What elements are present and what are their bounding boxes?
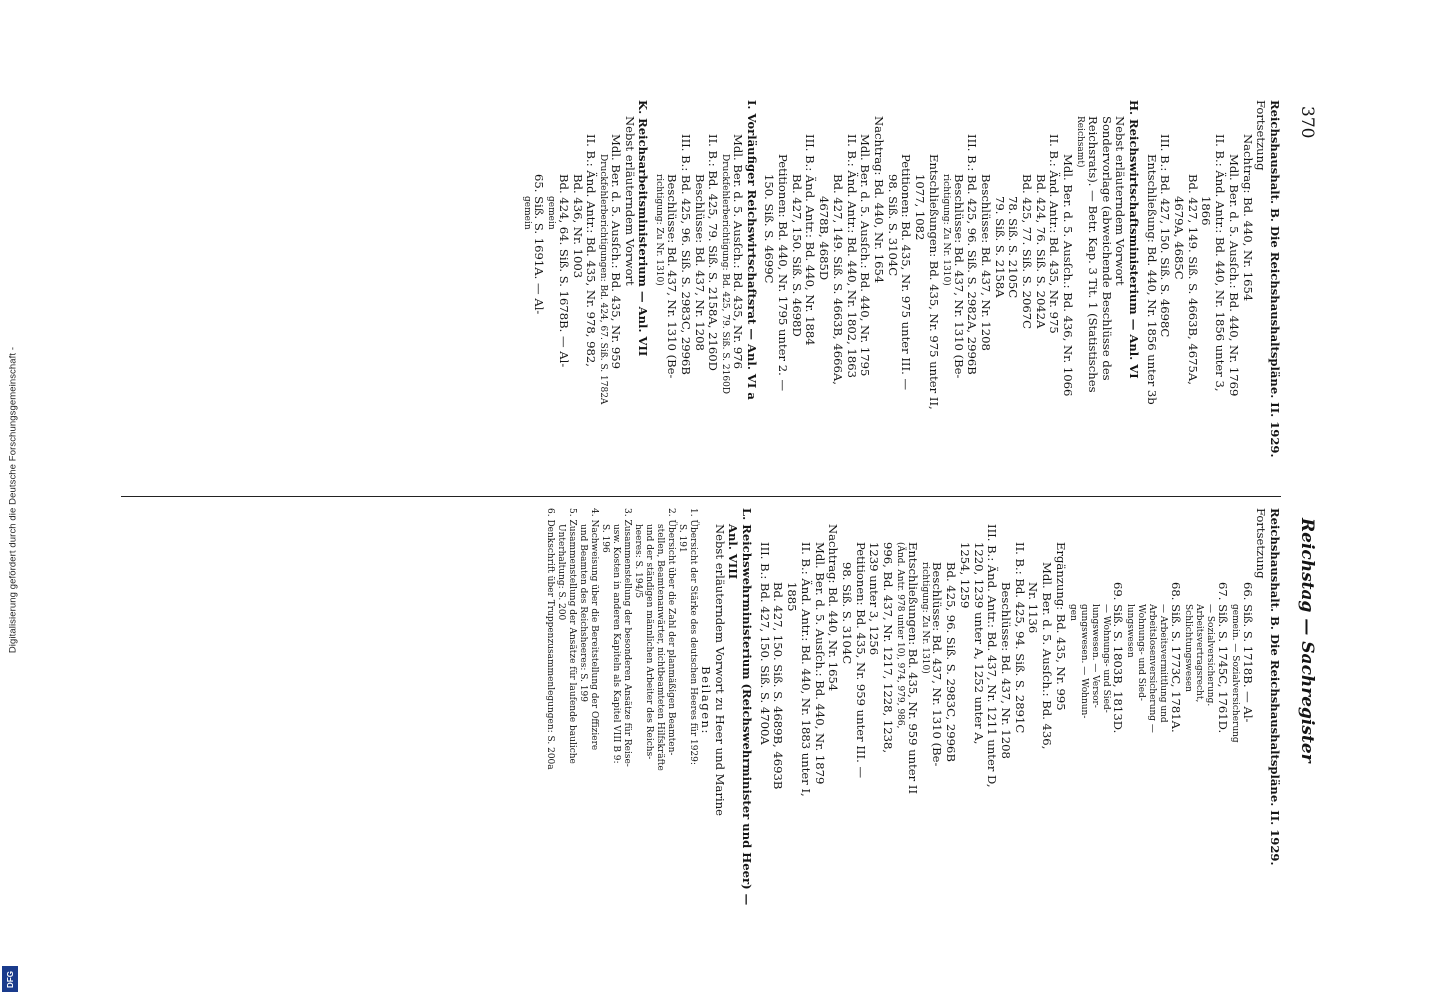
index-line: Beschlüsse: Bd. 437, Nr. 1208: [998, 582, 1013, 759]
index-line: Bd. 436, Nr. 1003: [570, 174, 585, 279]
index-line: 4678B, 4685D: [817, 196, 832, 281]
index-line: Bd. 425, 77. Siß. S. 2067C: [1020, 174, 1035, 329]
index-line: Beschlüsse: Bd. 437, Nr. 1310 (Be-: [665, 174, 680, 379]
index-line: Druckfehlerberichtigungen: Bd. 424, 67. Siß. S. 1782A: [598, 154, 609, 405]
index-line: Reichshaushalt. B. Die Reichshaushaltspläne. II. 1929.: [1268, 100, 1282, 458]
index-line: I. Vorläufiger Reichswirtschaftsrat — Anl. VI a: [744, 100, 759, 400]
index-line: Arbeitslosenversicherung —: [1147, 604, 1158, 733]
index-line: 1254, 1259: [957, 542, 972, 609]
index-line: II. B.: Bd. 425, 79. Siß. S. 2158A, 2160D: [706, 134, 721, 371]
index-line: Petitionen: Bd. 435, Nr. 975 unter III. —: [899, 154, 914, 391]
index-line: Nachtrag: Bd. 440, Nr. 1654: [1240, 134, 1255, 302]
index-line: II. B.: Änd. Antr.: Bd. 435, Nr. 975: [1047, 134, 1062, 334]
index-line: III. B.: Bd. 425, 96. Siß. S. 2982A, 2996B: [965, 134, 980, 375]
index-line: Mdl. Ber. d. 5. Ausſch.: Bd. 436,: [1040, 562, 1055, 750]
index-line: Mdl. Ber. d. 5. Ausſch.: Bd. 435, Nr. 976: [730, 134, 745, 369]
index-line: 65. Siß. S. 1691A. — Al-: [532, 174, 547, 315]
index-line: Sondervorlage (abweichende Beschlüsse des: [1099, 116, 1114, 381]
index-line: richtigung: Zu Nr. 1310): [919, 562, 930, 674]
index-line: L. Reichswehrministerium (Reichswehrminister und Heer) —: [740, 508, 755, 906]
index-line: 4679A, 4685C: [1172, 196, 1187, 280]
index-line: Bd. 427, 149. Siß. S. 4663B, 4666A,: [830, 174, 845, 385]
page-number: 370: [1297, 106, 1317, 139]
index-line: 98. Siß. S. 3104C: [885, 174, 900, 277]
index-line: Nachtrag: Bd. 440, Nr. 1654: [826, 524, 841, 692]
index-line: Beschlüsse: Bd. 437, Nr. 1208: [978, 174, 993, 351]
index-line: gemein: [546, 196, 557, 230]
index-line: III. B.: Änd. Antr.: Bd. 440, Nr. 1884: [803, 134, 818, 346]
index-line: gemein: [521, 196, 532, 230]
index-line: Entschließung: Bd. 440, Nr. 1856 unter 3b: [1144, 154, 1159, 405]
index-line: III. B.: Bd. 427, 150. Siß. S. 4700A: [757, 542, 772, 745]
index-line: 69. Siß. S. 1803B, 1813D.: [1111, 582, 1126, 734]
index-line: K. Reichsarbeitsministerium — Anl. VII: [636, 100, 651, 357]
column-divider: [121, 496, 1281, 497]
index-line: — Wohnungs- und Sied-: [1100, 604, 1111, 713]
index-line: Ergänzung: Bd. 435, Nr. 995: [1053, 542, 1068, 711]
index-line: und der ständigen männlichen Arbeiter des Reichs-: [644, 524, 655, 760]
index-line: S. 191: [677, 524, 688, 553]
index-line: Mdl. Ber. d. 5. Ausſch.: Bd. 435, Nr. 959: [609, 134, 624, 369]
index-line: III. B.: Bd. 425, 96. Siß. S. 2983C, 2996B: [678, 134, 693, 375]
index-line: Arbeitsvertragsrecht,: [1194, 604, 1205, 703]
index-line: 5. Zusammenstellung der Ansätze für laufende bauliche: [567, 508, 578, 764]
index-line: gemein. — Sozialversicherung: [1229, 604, 1240, 743]
index-line: gen: [1067, 604, 1078, 621]
index-line: Reichshaushalt. B. Die Reichshaushaltspläne. II. 1929.: [1268, 508, 1282, 866]
index-line: Fortsetzung: [1254, 508, 1269, 579]
index-line: Petitionen: Bd. 435, Nr. 959 unter III. —: [853, 542, 868, 779]
index-line: gungswesen. — Wohnun-: [1078, 604, 1089, 719]
index-line: Reichsamt): [1075, 116, 1086, 168]
index-line: lungswesen: [1125, 604, 1136, 658]
left-column: [521, 100, 1281, 485]
index-line: 1. Übersicht der Stärke des deutschen Heeres für 1929:: [688, 508, 699, 765]
index-line: Bd. 424, 64. Siß. S. 1678B. — Al-: [556, 174, 571, 368]
right-column: [544, 508, 1282, 906]
index-line: II. B.: Änd. Antr.: Bd. 435, Nr. 978, 982,: [584, 134, 599, 367]
index-line: 1239 unter 3, 1256: [867, 542, 882, 656]
index-line: Mdl. Ber. d. 5. Ausſch.: Bd. 440, Nr. 1795: [858, 134, 873, 377]
index-line: Beilagen:: [698, 666, 713, 735]
index-line: richtigung: Zu Nr. 1310): [654, 174, 665, 286]
index-line: Nebst erläuterndem Vorwort: [1113, 116, 1128, 286]
index-line: Bd. 427, 149. Siß. S. 4663B, 4675A,: [1185, 174, 1200, 385]
index-line: 150. Siß. S. 4699C: [762, 174, 777, 284]
index-line: 79. Siß. S. 2158A: [992, 196, 1007, 298]
index-line: 6. Denkschrift über Truppenzusammenlegungen: S. 200a: [545, 508, 556, 770]
index-line: 1077, 1082: [913, 174, 928, 241]
index-line: Schlichtungswesen: [1183, 604, 1194, 692]
index-line: Mdl. Ber. d. 5. Ausſch.: Bd. 440, Nr. 1879: [812, 542, 827, 785]
index-line: Beschlüsse: Bd. 437, Nr. 1310 (Be-: [930, 562, 945, 767]
index-line: 66. Siß. S. 1718B. — Al-: [1240, 582, 1255, 723]
index-line: — Sozialversicherung.: [1205, 604, 1216, 707]
index-line: — Arbeitsvermittlung und: [1158, 604, 1169, 723]
index-line: H. Reichswirtschaftsministerium — Anl. VI: [1126, 100, 1141, 379]
running-title: Reichstag — Sachregister: [1297, 518, 1317, 763]
index-line: 1220, 1239 unter A, 1252 unter A,: [971, 542, 986, 745]
rotated-page-content: [117, 100, 1317, 906]
index-line: stellen, Beamtenanwärter, nichtbeamteten Hilfskräfte: [655, 524, 666, 771]
dfg-logo: [2, 966, 18, 992]
index-line: Bd. 427, 150. Siß. S. 4698D: [789, 174, 804, 337]
index-line: II. B.: Änd. Antr.: Bd. 440, Nr. 1883 unter I,: [798, 542, 813, 797]
index-line: Bd. 427, 150. Siß. S. 4689B, 4693B: [771, 582, 786, 790]
index-line: Nr. 1136: [1026, 582, 1041, 634]
index-line: 1885: [785, 582, 800, 612]
index-line: Bd. 424, 76. Siß. S. 2042A: [1033, 174, 1048, 329]
index-line: Petitionen: Bd. 440, Nr. 1795 unter 2. —: [776, 154, 791, 392]
index-line: Fortsetzung: [1254, 100, 1269, 171]
index-line: Mdl. Ber. d. 5. Ausſch.: Bd. 436, Nr. 1066: [1061, 154, 1076, 397]
index-line: Entschließungen: Bd. 435, Nr. 959 unter II: [905, 542, 920, 795]
index-line: II. B.: Änd. Antr.: Bd. 440, Nr. 1856 unter 3,: [1213, 134, 1228, 392]
digitization-credit: Digitalisierung gefördert durch die Deutsche Forschungsgemeinschaft -: [7, 346, 19, 654]
index-line: III. B.: Bd. 427, 150. Siß. S. 4698C: [1158, 134, 1173, 338]
index-line: S. 196: [600, 524, 611, 553]
index-line: Wohnungs- und Sied-: [1136, 604, 1147, 701]
index-line: Nebst erläuterndem Vorwort zu Heer und Marine: [712, 524, 727, 817]
index-line: 2. Übersicht über die Zahl der planmäßigen Beamten-: [666, 508, 677, 756]
index-line: 68. Siß. S. 1773C, 1781A.: [1169, 582, 1184, 733]
index-line: Anl. VIII: [726, 524, 741, 580]
index-line: 78. Siß. S. 2105C: [1006, 196, 1021, 299]
index-line: II. B.: Änd. Antr.: Bd. 440, Nr. 1802, 1863: [844, 134, 859, 378]
index-line: (Änd. Antr. 978 unter 10), 974, 979, 986,: [895, 542, 906, 729]
index-line: Reichsrats). — Betr. Kap. 3 Tit. 1 (Statistisches: [1085, 116, 1100, 393]
index-line: II. B.: Bd. 425, 94. Siß. S. 2891C: [1012, 542, 1027, 734]
index-line: Nachtrag: Bd. 440, Nr. 1654: [872, 116, 887, 284]
index-line: Beschlüsse: Bd. 437, Nr. 1208: [692, 174, 707, 351]
index-line: Beschlüsse: Bd. 437, Nr. 1310 (Be-: [951, 174, 966, 379]
index-line: Mdl. Ber. d. 5. Ausſch.: Bd. 440, Nr. 1769: [1226, 154, 1241, 397]
index-line: Bd. 425, 96. Siß. S. 2983C, 2996B: [944, 562, 959, 762]
index-line: usw. Kosten in anderen Kapiteln als Kapitel VIII B 9:: [611, 524, 622, 764]
index-line: lungswesen. — Versor-: [1089, 604, 1100, 708]
index-line: und Beamten des Reichsheeres: S. 199: [578, 524, 589, 702]
index-line: Entschließungen: Bd. 435, Nr. 975 unter II,: [926, 154, 941, 410]
index-line: Druckfehlerberichtigung: Bd. 425, 79. Siß. S. 2160D: [720, 154, 731, 395]
index-line: 67. Siß. S. 1745C, 1761D.: [1215, 582, 1230, 734]
dfg-logo-text: DFG: [5, 970, 15, 988]
index-line: 3. Zusammenstellung der besonderen Ansätze für Reise-: [622, 508, 633, 767]
index-line: richtigung: Zu Nr. 1310): [940, 174, 951, 286]
index-line: 4. Nachweisung über die Bereitstellung der Offiziere: [589, 508, 600, 751]
index-line: heeres: S. 194/5: [633, 524, 644, 599]
index-line: 1866: [1199, 196, 1214, 226]
index-line: III. B.: Änd. Antr.: Bd. 437, Nr. 1211 unter D,: [985, 524, 1000, 788]
index-line: Nebst erläuterndem Vorwort: [622, 116, 637, 286]
index-line: 996, Bd. 437, Nr. 1217, 1228, 1238,: [881, 542, 896, 754]
page-header: [1291, 100, 1317, 900]
index-line: 98. Siß. S. 3104C: [839, 562, 854, 665]
index-line: Unterhaltung: S. 200: [556, 524, 567, 621]
